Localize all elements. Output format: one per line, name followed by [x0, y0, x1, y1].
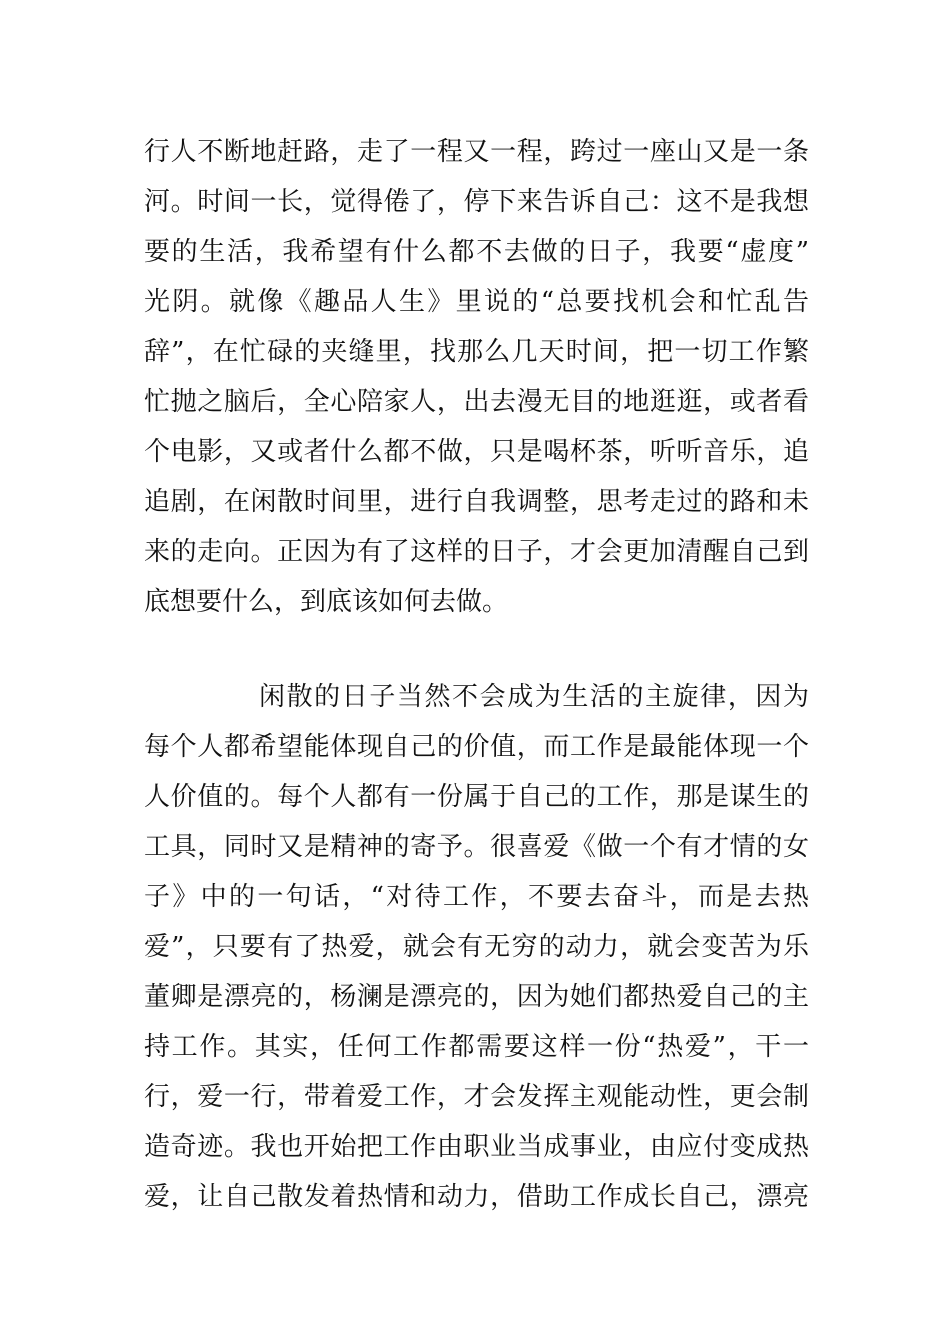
- paragraph-2: [144, 672, 809, 1222]
- text-line: 闲散的日子当然不会成为生活的主旋律，因为: [259, 682, 809, 712]
- text-line: 底想要什么，到底该如何去做。: [144, 587, 509, 617]
- paragraph-1: [144, 127, 809, 627]
- text-line: 爱”，只要有了热爱，就会有无穷的动力，就会变苦为乐: [144, 932, 809, 962]
- text-line: 董卿是漂亮的，杨澜是漂亮的，因为她们都热爱自己的主: [144, 982, 809, 1012]
- text-line: 个电影，又或者什么都不做，只是喝杯茶，听听音乐，追: [144, 437, 809, 467]
- text-line: 每个人都希望能体现自己的价值，而工作是最能体现一个: [144, 732, 809, 762]
- text-line: 行人不断地赶路，走了一程又一程，跨过一座山又是一条: [144, 137, 809, 167]
- text-line: 辞”，在忙碌的夹缝里，找那么几天时间，把一切工作繁: [144, 337, 809, 367]
- text-line: 行，爱一行，带着爱工作，才会发挥主观能动性，更会制: [144, 1082, 809, 1112]
- text-line: 造奇迹。我也开始把工作由职业当成事业，由应付变成热: [144, 1132, 809, 1162]
- text-line: 河。时间一长，觉得倦了，停下来告诉自己：这不是我想: [144, 187, 809, 217]
- text-line: 工具，同时又是精神的寄予。很喜爱《做一个有才情的女: [144, 832, 809, 862]
- text-line: 光阴。就像《趣品人生》里说的“总要找机会和忙乱告: [144, 287, 809, 317]
- text-line: 人价值的。每个人都有一份属于自己的工作，那是谋生的: [144, 782, 809, 812]
- text-line: 忙抛之脑后，全心陪家人，出去漫无目的地逛逛，或者看: [144, 387, 809, 417]
- text-line: 爱，让自己散发着热情和动力，借助工作成长自己，漂亮: [144, 1182, 809, 1212]
- text-line: 要的生活，我希望有什么都不去做的日子，我要“虚度”: [144, 237, 809, 267]
- text-line: 来的走向。正因为有了这样的日子，才会更加清醒自己到: [144, 537, 809, 567]
- text-line: 持工作。其实，任何工作都需要这样一份“热爱”，干一: [144, 1032, 809, 1062]
- text-line: 追剧，在闲散时间里，进行自我调整，思考走过的路和未: [144, 487, 809, 517]
- text-line: 子》中的一句话，“对待工作，不要去奋斗，而是去热: [144, 882, 809, 912]
